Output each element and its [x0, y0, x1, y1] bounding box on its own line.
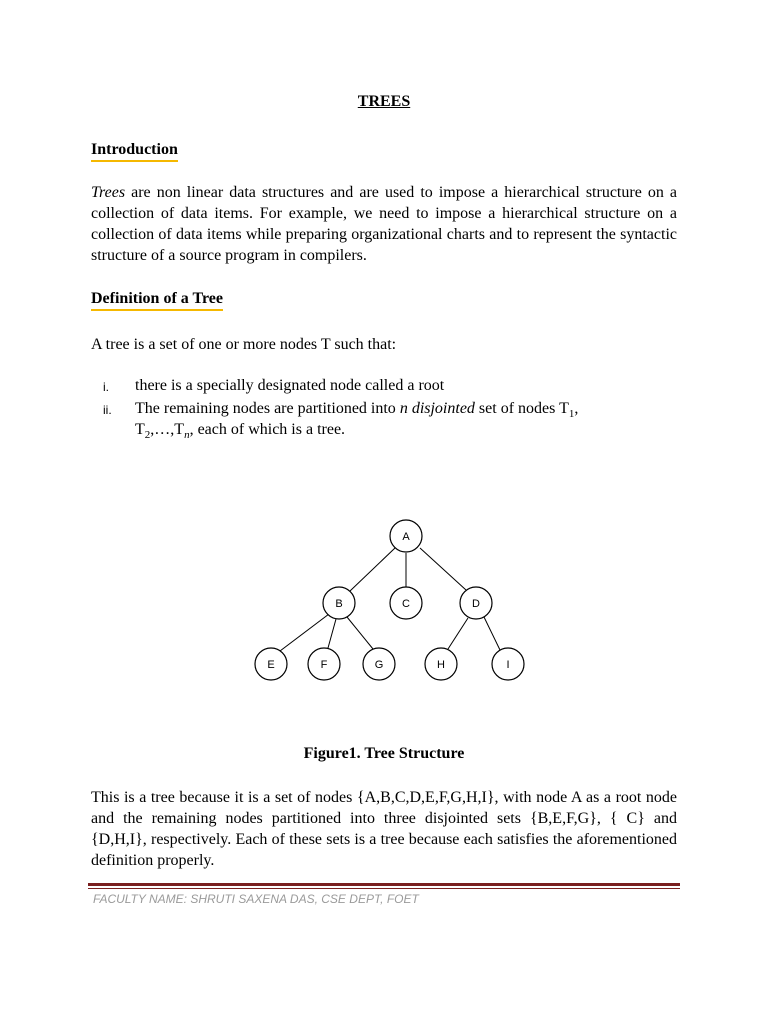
introduction-heading: Introduction [91, 140, 178, 162]
list-text-part: T [135, 421, 145, 438]
tree-edge-a-d [420, 548, 466, 590]
tree-node-label: I [506, 659, 510, 671]
tree-edge-d-i [484, 617, 500, 650]
tree-node-g [363, 648, 395, 680]
figure-caption: Figure1. Tree Structure [303, 745, 465, 762]
tree-node-label: A [402, 531, 410, 543]
list-text-part: ,…,T [150, 421, 185, 438]
list-text-italic: n disjointed [399, 400, 475, 417]
list-number: i. [103, 380, 109, 394]
tree-node-label: C [402, 598, 410, 610]
page-title: TREES [357, 93, 411, 110]
subscript: 2 [144, 429, 151, 442]
tree-node-d [460, 587, 492, 619]
footer-text: FACULTY NAME: SHRUTI SAXENA DAS, CSE DEPT, FOET [93, 892, 419, 906]
list-text: there is a specially designated node called a root [135, 377, 445, 394]
tree-node-a [390, 520, 422, 552]
explanation-paragraph: This is a tree because it is a set of nodes {A,B,C,D,E,F,G,H,I}, with node A as a root node and the remaining nodes partitioned into three disjointed sets {B,E,F,G}, { C} and {D,H,I}, respectively. Each of these sets is a tree because each satisfies the aforementioned definition properly. [91, 789, 677, 869]
tree-node-c [390, 587, 422, 619]
subscript: 1 [568, 408, 575, 421]
tree-node-e [255, 648, 287, 680]
definition-heading: Definition of a Tree [91, 289, 223, 311]
tree-edge-b-f [328, 619, 336, 648]
list-text-part: The remaining nodes are partitioned into [135, 400, 400, 417]
tree-node-b [323, 587, 355, 619]
tree-edge-b-g [347, 617, 373, 649]
tree-node-label: H [437, 659, 445, 671]
tree-edge-a-b [350, 548, 395, 591]
definition-lead: A tree is a set of one or more nodes T such that: [91, 336, 397, 353]
tree-node-label: D [472, 598, 480, 610]
tree-node-f [308, 648, 340, 680]
tree-node-h [425, 648, 457, 680]
footer-rule-thin [88, 888, 680, 889]
trees-term: Trees [91, 184, 126, 201]
tree-edge-d-h [448, 618, 468, 649]
tree-node-label: G [374, 659, 384, 671]
footer-rule [88, 883, 680, 886]
list-text-part: , [574, 400, 579, 417]
tree-node-i [492, 648, 524, 680]
list-text-part: set of nodes T [474, 400, 569, 417]
tree-edge-b-e [280, 614, 329, 651]
introduction-text: are non linear data structures and are used to impose a hierarchical structure on a collection of data items. For example, we need to impose a hierarchical structure on a collection of data items while preparing organizational charts and to represent the syntactic structure of a source program in compilers. [91, 184, 677, 264]
tree-node-label: B [335, 598, 343, 610]
list-number: ii. [103, 403, 112, 417]
tree-node-label: F [320, 659, 328, 671]
list-text-part: , each of which is a tree. [189, 421, 346, 438]
tree-node-label: E [267, 659, 275, 671]
subscript: n [184, 429, 190, 442]
